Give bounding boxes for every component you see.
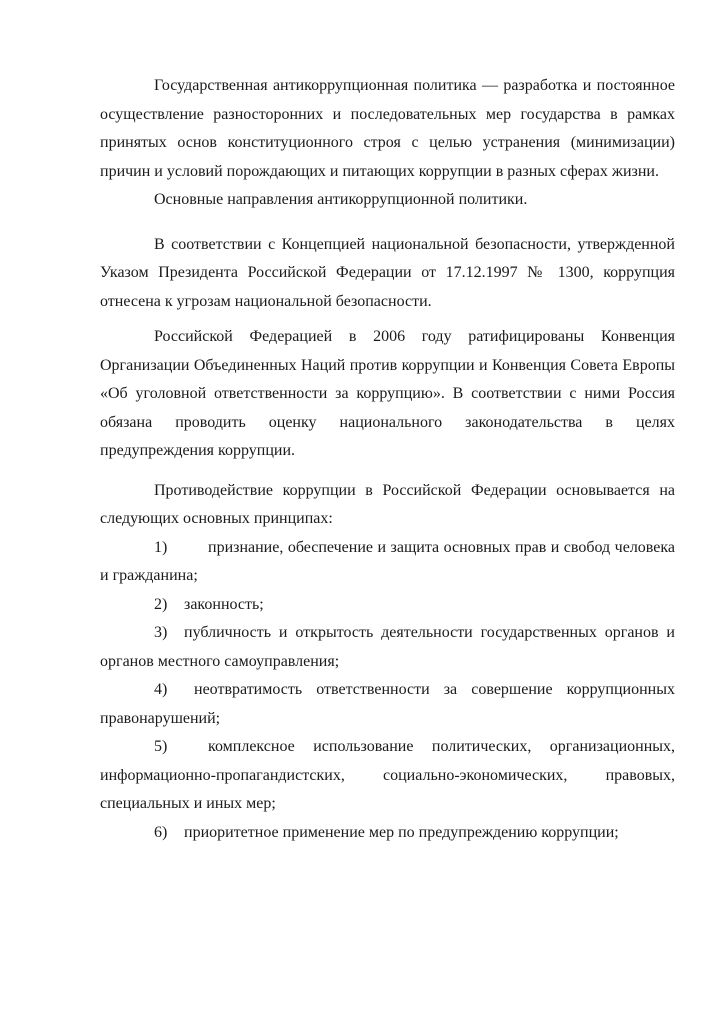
list-number: 3) xyxy=(154,624,168,641)
list-text: признание, обеспечение и защита основных прав и свобод человека и гражданина; xyxy=(100,538,675,584)
list-item-principle-1 xyxy=(100,534,675,591)
list-number: 4) xyxy=(154,681,168,698)
list-item-principle-6 xyxy=(100,819,675,848)
list-text: комплексное использование политических, организационных, информационно-пропагандистских, социально-экономических, правовых, специальных и иных мер; xyxy=(100,738,675,812)
list-text: публичность и открытость деятельности государственных органов и органов местного самоуправления; xyxy=(100,624,675,670)
list-text: неотвратимость ответственности за совершение коррупционных правонарушений; xyxy=(100,681,675,727)
list-number: 6) xyxy=(154,823,168,841)
paragraph-ratification: Российской Федерацией в 2006 году ратифицированы Конвенция Организации Объединенных Наций против коррупции и Конвенция Совета Европы «Об уголовной ответственности за коррупцию». В соответствии с ними Россия обязана проводить оценку национального законодательства в целях предупреждения коррупции. xyxy=(100,328,675,459)
paragraph-directions-heading: Основные направления антикоррупционной политики. xyxy=(154,191,528,208)
list-number: 1) xyxy=(154,538,168,556)
document-body xyxy=(100,72,675,847)
paragraph-definition: Государственная антикоррупционная политика — разработка и постоянное осуществление разносторонних и последовательных мер государства в рамках принятых основ конституционного строя с целью устранения (минимизации) причин и условий порождающих и питающих коррупции в разных сферах жизни. xyxy=(100,77,675,180)
list-text: приоритетное применение мер по предупреждению коррупции; xyxy=(184,823,619,841)
list-item-principle-3 xyxy=(100,619,675,676)
list-item-principle-4 xyxy=(100,676,675,733)
paragraph-concept: В соответствии с Концепцией национальной безопасности, утвержденной Указом Президента Российской Федерации от 17.12.1997 № 1300, коррупция отнесена к угрозам национальной безопасности. xyxy=(100,235,675,310)
list-item-principle-2 xyxy=(100,591,675,620)
list-number: 5) xyxy=(154,738,168,755)
list-number: 2) xyxy=(154,595,168,613)
list-text: законность; xyxy=(184,595,264,613)
paragraph-principles-intro: Противодействие коррупции в Российской Федерации основывается на следующих основных принципах: xyxy=(100,481,675,527)
list-item-principle-5 xyxy=(100,733,675,819)
